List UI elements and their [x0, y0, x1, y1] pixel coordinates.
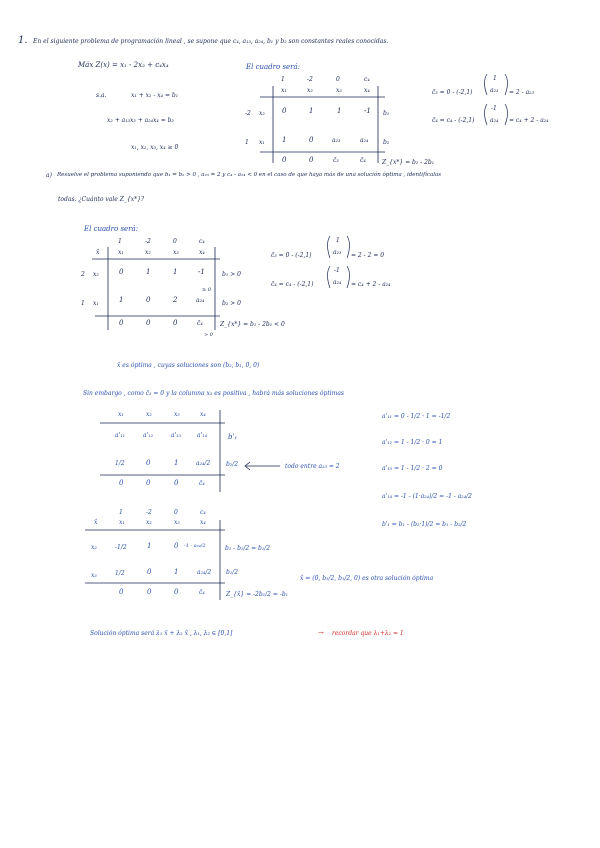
t4-cost: 1 [119, 509, 123, 516]
t4-cell: a₂₄/2 [197, 569, 212, 576]
t3-cell: 1 [174, 459, 179, 467]
t3-cell: a'₁₁ [115, 432, 126, 439]
t1-header: x₂ [307, 87, 313, 94]
t3-cell: 1/2 [115, 460, 125, 467]
t2-formula1-vec: a₂₃ [333, 249, 342, 256]
t4-row2-rhs: b₁/2 [226, 569, 239, 576]
arrow-icon: → [318, 629, 324, 637]
t2-cell: -1 [198, 268, 205, 276]
t3-reduced: 0 [146, 479, 151, 487]
t1-formula2-vec: a₂₄ [490, 117, 499, 124]
t2-cell: 0 [146, 296, 151, 304]
t4-cell: -1 - a₂₄/2 [184, 543, 206, 549]
t4-header: x₁ [119, 519, 125, 526]
t3-pivot-note: todo entre a₂₃ = 2 [285, 463, 340, 470]
t2-row2-var: x₁ [93, 300, 99, 307]
t4-header: x₂ [146, 519, 152, 526]
t4-cell: 0 [147, 568, 152, 576]
t2-header: x̄ [96, 249, 100, 256]
t3-cell: 0 [146, 459, 151, 467]
t4-reduced: 0 [119, 588, 124, 596]
t2-header: x₁ [118, 249, 124, 256]
calc-b1: b'₁ = b₁ - (b₂·1)/2 = b₁ - b₂/2 [382, 521, 467, 528]
part-a-text-line2: todas. ¿Cuánto vale Z_{x*}? [58, 196, 145, 203]
t3-header: x₄ [200, 411, 206, 418]
t2-row1-rhs: b₁ > 0 [222, 271, 241, 278]
part-a-text-line1: Resuelve el problema suponiendo que b₁ = b₂ > 0 , a₂₃ = 2 y c₄ - a₂₄ < 0 en el caso de que haya más de una solución óptima , identifícalas [57, 172, 442, 178]
t1-reduced: 0 [282, 156, 287, 164]
t1-header: x₄ [364, 87, 370, 94]
subject-to-label: s.a. [96, 92, 107, 99]
t1-header: x₃ [336, 87, 342, 94]
t4-cost: -2 [146, 509, 152, 516]
t2-formula1: c̄₃ = 0 - (-2,1) [271, 252, 312, 259]
t1-formula2: c̄₄ = c₄ - (-2,1) [432, 117, 475, 124]
t3-cell: a'₁₂ [143, 432, 154, 439]
t4-row1-var: x₂ [91, 544, 97, 551]
t4-reduced: 0 [147, 588, 152, 596]
t2-cost: 1 [118, 238, 122, 245]
t1-reduced: c̄₃ [333, 157, 339, 164]
t2-reduced: c̄₄ [197, 320, 203, 327]
t1-row1-rhs: b₁ [383, 110, 390, 117]
t1-cost: 0 [336, 76, 340, 83]
t1-cost: -2 [307, 76, 313, 83]
t4-cost: 0 [174, 509, 178, 516]
t4-reduced: 0 [174, 588, 179, 596]
t1-formula1: c̄₃ = 0 - (-2,1) [432, 89, 473, 96]
t1-row2-var: x₁ [259, 139, 265, 146]
t2-header: x₄ [199, 249, 205, 256]
t2-formula1-end: = 2 - 2 = 0 [351, 252, 385, 259]
constraint-2: x₂ + a₁₃x₃ + a₂₄x₄ = b₂ [107, 117, 174, 124]
t1-formula1-vec: 1 [493, 75, 497, 82]
t2-cell: a₂₄ [196, 297, 205, 304]
t3-header: x₁ [118, 411, 124, 418]
calc-a14: a'₁₄ = -1 - (1·a₂₄)/2 = -1 - a₂₄/2 [382, 493, 472, 500]
t2-cell: 1 [173, 268, 178, 276]
t1-cell: 1 [337, 107, 342, 115]
t1-cost: 1 [281, 76, 285, 83]
t2-zval: Z_{x*} = b₁ - 2b₁ < 0 [220, 321, 285, 328]
t2-cell: 0 [119, 268, 124, 276]
t1-zval: Z_{x*} = b₂ - 2b₁ [382, 159, 435, 166]
t4-reduced: c̄₄ [199, 589, 205, 596]
t1-formula2-end: = c₄ + 2 - a₂₄ [509, 117, 549, 124]
t4-header: x₃ [174, 519, 180, 526]
t1-header: x₁ [281, 87, 287, 94]
more-solutions-text: Sin embargo , como c̄₃ = 0 y la columna x₃ es positiva , habrá más soluciones óptimas [83, 390, 344, 397]
problem-statement: En el siguiente problema de programación lineal , se supone que c₄, a₁₃, a₂₄, b₁ y b₂ son constantes reales conocidas. [33, 38, 389, 45]
t4-row2-var: x₃ [91, 572, 97, 579]
t2-formula2-end: = c₄ + 2 - a₂₄ [351, 281, 391, 288]
t1-cell: 1 [309, 107, 314, 115]
t1-cell: a₂₄ [360, 137, 369, 144]
tableau1-caption: El cuadro será: [246, 63, 301, 71]
t1-cell: a₂₃ [332, 137, 341, 144]
t2-row2-cost: 1 [81, 300, 85, 307]
t3-rhs2: b₂/2 [226, 461, 239, 468]
t2-cost: c₄ [199, 238, 205, 245]
t1-reduced: 0 [309, 156, 314, 164]
t1-row1-var: x₂ [259, 110, 265, 117]
t3-reduced: c̄₄ [199, 480, 205, 487]
t2-a24-note: ≥ 0 [202, 287, 211, 293]
t4-cost: c₄ [200, 509, 206, 516]
t1-reduced: c̄₄ [360, 157, 366, 164]
t2-cost: -2 [145, 238, 151, 245]
tableau2-caption: El cuadro será: [84, 225, 139, 233]
t2-formula1-vec: 1 [336, 237, 340, 244]
t4-header: x₄ [200, 519, 206, 526]
t3-cell: a'₁₃ [171, 432, 182, 439]
t2-formula2-vec: -1 [334, 267, 340, 274]
t4-cell: -1/2 [115, 544, 127, 551]
t2-reduced: 0 [119, 319, 124, 327]
t4-cell: 1/2 [115, 570, 125, 577]
t2-row2-rhs: b₂ > 0 [222, 300, 241, 307]
t1-row2-cost: 1 [245, 139, 249, 146]
t4-cell: 0 [174, 542, 179, 550]
final-note: recordar que λ₁+λ₂ = 1 [332, 630, 404, 637]
t1-formula2-vec: -1 [491, 105, 497, 112]
t1-formula1-vec: a₂₃ [490, 87, 499, 94]
part-a-label: a) [46, 172, 52, 179]
t1-row1-cost: -2 [245, 110, 251, 117]
t1-cell: 1 [282, 136, 287, 144]
t2-reduced: 0 [173, 319, 178, 327]
t4-header: x̂ [94, 519, 98, 526]
t1-cell: 0 [309, 136, 314, 144]
t2-cost: 0 [173, 238, 177, 245]
t2-formula2: c̄₄ = c₄ - (-2,1) [271, 281, 314, 288]
constraint-1: x₁ + x₂ - x₄ = b₁ [131, 92, 179, 99]
calc-a11: a'₁₁ = 0 - 1/2 · 1 = -1/2 [382, 413, 451, 420]
optimal-solution-text: x̄ es óptima , cuyas soluciones son (b₂, b₁, 0, 0) [117, 362, 260, 369]
t1-cell: -1 [364, 107, 371, 115]
calc-a12: a'₁₂ = 1 - 1/2 · 0 = 1 [382, 439, 443, 446]
t2-cell: 2 [173, 296, 178, 304]
t4-zval: Z_{x̂} = -2b₁/2 = -b₁ [226, 591, 289, 598]
t3-header: x₃ [174, 411, 180, 418]
t4-cell: 1 [147, 542, 152, 550]
problem-number: 1. [18, 35, 28, 46]
t3-cell: a'₁₄ [197, 432, 208, 439]
t4-row1-rhs: b₁ - b₁/2 = b₁/2 [225, 545, 271, 552]
t2-row1-cost: 2 [81, 271, 85, 278]
t3-reduced: 0 [174, 479, 179, 487]
t2-cell: 1 [146, 268, 151, 276]
t2-cell: 1 [119, 296, 124, 304]
t3-header: x₂ [146, 411, 152, 418]
t1-row2-rhs: b₂ [383, 139, 390, 146]
t1-cost: c₄ [364, 76, 370, 83]
t3-rhs1: b'₁ [228, 433, 238, 441]
t1-cell: 0 [282, 107, 287, 115]
final-solution-text: Solución óptima será λ₁ x̄ + λ₂ x̂ , λ₁, λ₂ ∈ [0,1] [90, 630, 233, 637]
t3-cell: a₂₄/2 [196, 460, 211, 467]
t3-reduced: 0 [119, 479, 124, 487]
t2-formula2-vec: a₂₄ [333, 279, 342, 286]
calc-a13: a'₁₃ = 1 - 1/2 · 2 = 0 [382, 465, 443, 472]
nonnegativity: x₁, x₂, x₃, x₄ ≥ 0 [131, 144, 179, 151]
t2-header: x₂ [145, 249, 151, 256]
t2-header: x₃ [173, 249, 179, 256]
t4-cell: 1 [174, 568, 179, 576]
t2-row1-var: x₂ [93, 271, 99, 278]
objective-function: Máx Z(x) = x₁ - 2x₂ + c₄x₄ [78, 61, 169, 69]
t2-reduced-note: > 0 [204, 332, 213, 338]
t4-other-solution: x̂ = (0, b₁/2, b₁/2, 0) es otra solución óptima [300, 575, 434, 582]
t2-reduced: 0 [146, 319, 151, 327]
t1-formula1-end: = 2 - a₂₃ [509, 89, 534, 96]
